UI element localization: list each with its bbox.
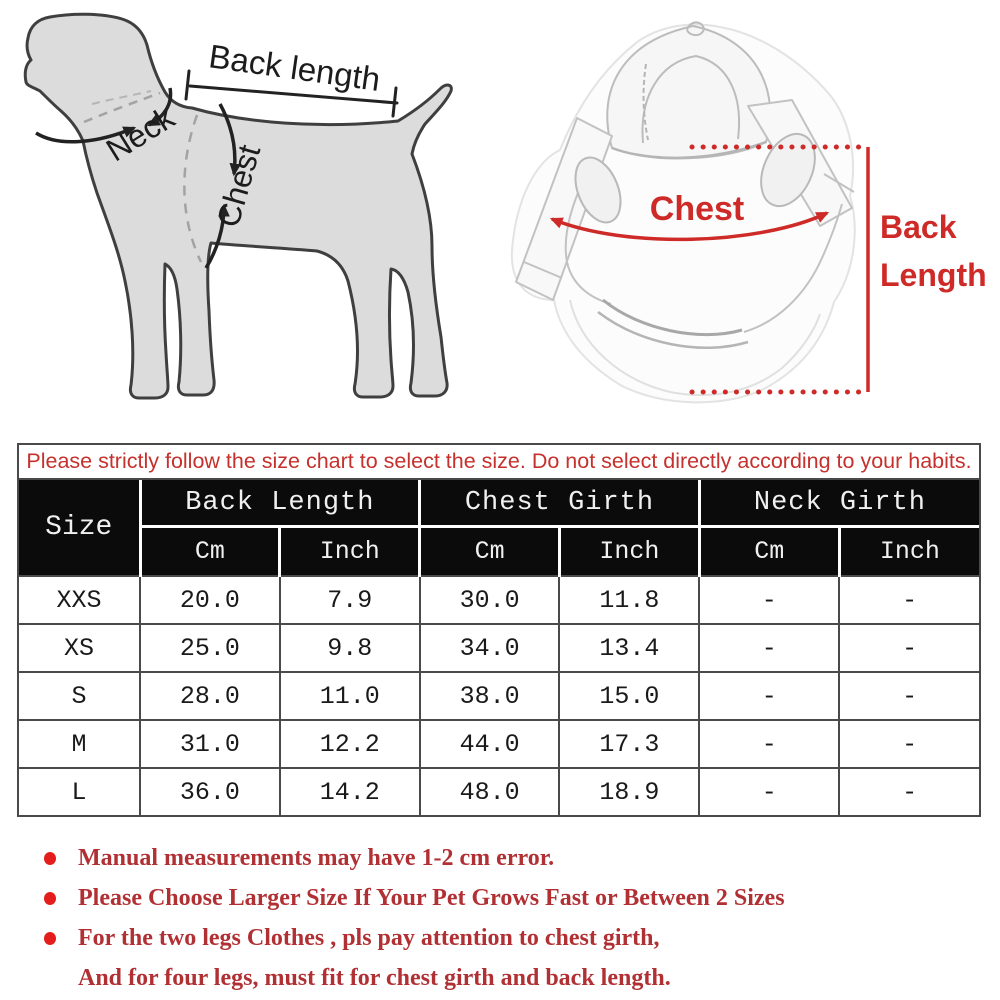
- table-row: [19, 576, 979, 624]
- size-chart-notice: Please strictly follow the size chart to select the size. Do not select directly according to your habits.: [19, 445, 979, 480]
- value-cell: 28.0: [140, 672, 280, 720]
- garment-measurement-figure: [512, 22, 987, 402]
- unit-header-cm: Cm: [699, 527, 839, 577]
- dog-chest-label: Chest: [209, 140, 268, 232]
- table-row: [19, 720, 979, 768]
- note-item: [44, 878, 785, 918]
- table-row: [19, 624, 979, 672]
- value-cell: 30.0: [420, 576, 560, 624]
- dog-measurement-figure: [25, 14, 451, 398]
- size-cell: L: [19, 768, 140, 815]
- note-text: Manual measurements may have 1-2 cm error.: [78, 844, 555, 871]
- table-row: [19, 768, 979, 815]
- value-cell: -: [839, 768, 979, 815]
- measurement-notes: [44, 838, 785, 998]
- value-cell: -: [699, 720, 839, 768]
- value-cell: 36.0: [140, 768, 280, 815]
- unit-header-inch: Inch: [839, 527, 979, 577]
- unit-header-cm: Cm: [140, 527, 280, 577]
- value-cell: -: [699, 672, 839, 720]
- unit-header-inch: Inch: [280, 527, 420, 577]
- value-cell: 48.0: [420, 768, 560, 815]
- bullet-icon: [44, 892, 56, 905]
- size-column-header: Size: [19, 480, 140, 576]
- value-cell: 31.0: [140, 720, 280, 768]
- garment-back-length-label-line1: Back: [880, 209, 957, 245]
- note-item-continuation: [44, 958, 785, 998]
- value-cell: 9.8: [280, 624, 420, 672]
- neck-girth-group-header: Neck Girth: [699, 480, 979, 527]
- value-cell: 15.0: [559, 672, 699, 720]
- value-cell: 17.3: [559, 720, 699, 768]
- size-chart: [17, 443, 981, 817]
- value-cell: -: [699, 576, 839, 624]
- value-cell: 12.2: [280, 720, 420, 768]
- value-cell: -: [839, 624, 979, 672]
- garment-chest-label: Chest: [649, 190, 745, 228]
- dog-neck-label: Neck: [99, 99, 181, 169]
- value-cell: -: [839, 672, 979, 720]
- value-cell: -: [839, 576, 979, 624]
- value-cell: -: [699, 624, 839, 672]
- dog-back-length-label: Back length: [206, 37, 383, 98]
- garment-back-length-label-line2: Length: [880, 257, 987, 293]
- value-cell: 7.9: [280, 576, 420, 624]
- value-cell: 20.0: [140, 576, 280, 624]
- size-cell: M: [19, 720, 140, 768]
- value-cell: -: [699, 768, 839, 815]
- value-cell: 11.8: [559, 576, 699, 624]
- bullet-icon: [44, 932, 56, 945]
- unit-header-cm: Cm: [420, 527, 560, 577]
- value-cell: 25.0: [140, 624, 280, 672]
- value-cell: 11.0: [280, 672, 420, 720]
- size-cell: S: [19, 672, 140, 720]
- value-cell: 38.0: [420, 672, 560, 720]
- value-cell: 13.4: [559, 624, 699, 672]
- note-text: And for four legs, must fit for chest girth and back length.: [78, 964, 671, 991]
- back-length-group-header: Back Length: [140, 480, 420, 527]
- size-cell: XXS: [19, 576, 140, 624]
- value-cell: 34.0: [420, 624, 560, 672]
- note-item: [44, 838, 785, 878]
- size-cell: XS: [19, 624, 140, 672]
- value-cell: 14.2: [280, 768, 420, 815]
- value-cell: -: [839, 720, 979, 768]
- table-row: [19, 672, 979, 720]
- note-text: For the two legs Clothes , pls pay attention to chest girth,: [78, 924, 660, 951]
- measurement-diagram: [0, 0, 1000, 432]
- size-table: [19, 480, 979, 815]
- note-item: [44, 918, 785, 958]
- value-cell: 18.9: [559, 768, 699, 815]
- unit-header-inch: Inch: [559, 527, 699, 577]
- chest-girth-group-header: Chest Girth: [420, 480, 700, 527]
- bullet-icon: [44, 852, 56, 865]
- note-text: Please Choose Larger Size If Your Pet Grows Fast or Between 2 Sizes: [78, 884, 785, 911]
- value-cell: 44.0: [420, 720, 560, 768]
